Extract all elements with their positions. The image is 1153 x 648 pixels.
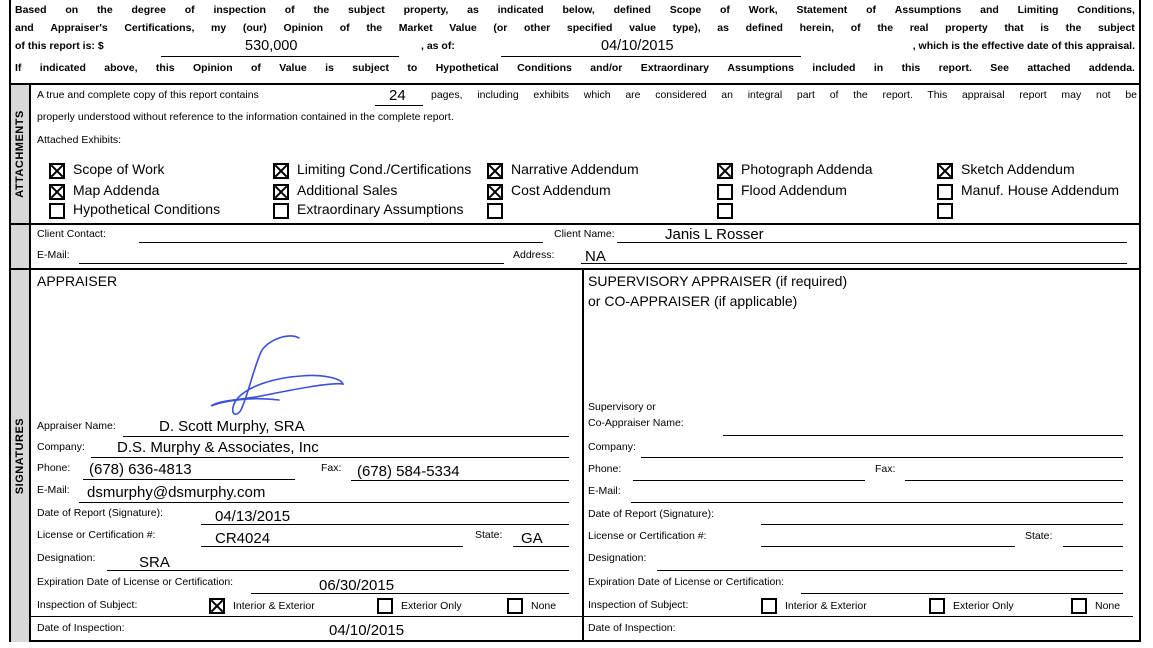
- appraiser-expiration-label: Expiration Date of License or Certification:: [37, 576, 234, 588]
- opinion-word: Hypothetical: [435, 62, 499, 74]
- opinion-word: herein,: [799, 22, 835, 34]
- opinion-word: indicated: [497, 4, 544, 16]
- exhibit-checkbox[interactable]: [937, 163, 953, 179]
- opinion-word: and/or: [590, 62, 623, 74]
- supervisor-inspection-label: Inspection of Subject:: [588, 599, 689, 611]
- supervisor-license-label: License or Certification #:: [588, 530, 707, 542]
- exhibit-checkbox[interactable]: [49, 163, 65, 179]
- opinion-word: specified: [566, 22, 613, 34]
- signatures-side-label: SIGNATURES: [11, 270, 31, 642]
- opinion-word: is: [1040, 22, 1049, 34]
- attachments-line-1b: pages, including exhibits which are considered an integral part of the report. This appraisal report may not be: [431, 89, 1137, 101]
- opinion-word: subject: [1098, 22, 1135, 34]
- inspection-checkbox[interactable]: [761, 598, 777, 614]
- opinion-word: Statement: [796, 4, 848, 16]
- exhibit-label: Map Addenda: [73, 182, 160, 198]
- opinion-word: on: [65, 4, 79, 16]
- opinion-word: Certifications,: [124, 22, 195, 34]
- appraiser-inspection-date: 04/10/2015: [329, 622, 405, 639]
- attachments-line-1: A true and complete copy of this report contains: [37, 89, 259, 101]
- attachments-line-2: properly understood without reference to the information contained in the complete report.: [37, 111, 454, 123]
- opinion-word: and: [15, 22, 34, 34]
- exhibit-checkbox[interactable]: [717, 184, 733, 200]
- opinion-word: that: [1004, 22, 1024, 34]
- opinion-word: and: [980, 4, 999, 16]
- opinion-word: Market: [398, 22, 433, 34]
- value-prefix: of this report is: $: [15, 40, 104, 52]
- page-count: 24: [389, 87, 406, 104]
- exhibit-label: Photograph Addenda: [741, 161, 873, 177]
- opinion-word: of: [184, 4, 195, 16]
- opinion-word: below,: [562, 4, 595, 16]
- inspection-option-label: Interior & Exterior: [785, 600, 867, 612]
- inspection-option-label: None: [531, 600, 557, 612]
- appraiser-designation: SRA: [139, 554, 170, 571]
- exhibit-label: Scope of Work: [73, 161, 165, 177]
- opinion-word: in: [873, 62, 884, 74]
- opinion-word: Appraiser's: [50, 22, 108, 34]
- opinion-word: Value: [449, 22, 477, 34]
- market-value: 530,000: [245, 38, 298, 54]
- opinion-line-4: [15, 62, 1135, 74]
- opinion-word: If: [15, 62, 22, 74]
- exhibit-checkbox[interactable]: [487, 184, 503, 200]
- opinion-word: See: [990, 62, 1009, 74]
- supervisor-designation-label: Designation:: [588, 552, 647, 564]
- exhibit-checkbox[interactable]: [273, 184, 289, 200]
- opinion-word: to: [407, 62, 418, 74]
- as-of-label: , as of:: [421, 40, 455, 52]
- opinion-word: Conditions: [517, 62, 572, 74]
- opinion-word: the: [1065, 22, 1082, 34]
- opinion-word: Extraordinary: [640, 62, 710, 74]
- exhibit-checkbox[interactable]: [937, 184, 953, 200]
- appraiser-state-label: State:: [475, 529, 503, 541]
- inspection-option-label: Interior & Exterior: [233, 600, 315, 612]
- opinion-word: this: [901, 62, 921, 74]
- supervisor-expiration-label: Expiration Date of License or Certification:: [588, 576, 785, 588]
- appraiser-heading: APPRAISER: [37, 273, 118, 289]
- opinion-word: above,: [104, 62, 138, 74]
- opinion-line-3: [15, 40, 1135, 52]
- supervisor-name-label-1: Supervisory or: [588, 401, 656, 413]
- opinion-word: Assumptions: [894, 4, 962, 16]
- opinion-word: attached: [1027, 62, 1071, 74]
- supervisor-heading-1: SUPERVISORY APPRAISER (if required): [588, 273, 848, 289]
- opinion-word: my: [211, 22, 227, 34]
- opinion-word: property,: [403, 4, 449, 16]
- client-contact-label: Client Contact:: [37, 228, 106, 240]
- opinion-word: value: [629, 22, 656, 34]
- appraiser-report-date: 04/13/2015: [215, 508, 291, 525]
- inspection-option-label: Exterior Only: [401, 600, 462, 612]
- inspection-option-label: None: [1095, 600, 1121, 612]
- opinion-word: property: [945, 22, 988, 34]
- opinion-word: Limiting: [1017, 4, 1059, 16]
- appraisal-form: [9, 0, 1141, 642]
- supervisor-state-label: State:: [1025, 530, 1053, 542]
- appraiser-designation-label: Designation:: [37, 552, 96, 564]
- opinion-word: real: [909, 22, 929, 34]
- appraiser-email: dsmurphy@dsmurphy.com: [87, 484, 266, 501]
- opinion-word: of: [339, 22, 350, 34]
- opinion-word: defined: [613, 4, 651, 16]
- exhibit-label: Extraordinary Assumptions: [297, 201, 464, 217]
- opinion-word: the: [313, 4, 330, 16]
- appraiser-company-label: Company:: [37, 441, 85, 453]
- opinion-word: defined: [745, 22, 783, 34]
- opinion-word: indicated: [39, 62, 86, 74]
- effective-date: 04/10/2015: [601, 38, 674, 54]
- opinion-word: as: [467, 4, 479, 16]
- opinion-word: Opinion: [192, 62, 233, 74]
- opinion-word: Based: [15, 4, 47, 16]
- opinion-word: addenda.: [1088, 62, 1135, 74]
- inspection-option-label: Exterior Only: [953, 600, 1014, 612]
- exhibit-checkbox[interactable]: [717, 203, 733, 219]
- appraiser-company: D.S. Murphy & Associates, Inc: [117, 439, 319, 456]
- exhibit-label: Hypothetical Conditions: [73, 201, 221, 217]
- opinion-word: subject: [348, 4, 385, 16]
- exhibit-label: Manuf. House Addendum: [961, 182, 1119, 198]
- appraiser-email-label: E-Mail:: [37, 484, 70, 496]
- opinion-word: Work,: [748, 4, 778, 16]
- inspection-checkbox[interactable]: [929, 598, 945, 614]
- client-name-label: Client Name:: [554, 228, 615, 240]
- opinion-word: type),: [672, 22, 701, 34]
- appraiser-inspection-date-label: Date of Inspection:: [37, 622, 125, 634]
- opinion-word: included: [812, 62, 856, 74]
- opinion-word: as: [717, 22, 729, 34]
- appraiser-phone: (678) 636-4813: [89, 461, 192, 478]
- supervisor-company-label: Company:: [588, 441, 636, 453]
- supervisor-heading-2: or CO-APPRAISER (if applicable): [588, 293, 798, 309]
- exhibit-checkbox[interactable]: [273, 203, 289, 219]
- opinion-word: report.: [938, 62, 972, 74]
- opinion-word: of: [850, 22, 861, 34]
- attachments-side-label: ATTACHMENTS: [11, 85, 31, 223]
- appraiser-signature: [201, 330, 351, 418]
- opinion-line-2: [15, 22, 1135, 34]
- exhibit-label: Additional Sales: [297, 182, 398, 198]
- appraiser-expiration: 06/30/2015: [319, 577, 395, 594]
- appraiser-report-date-label: Date of Report (Signature):: [37, 507, 164, 519]
- exhibit-checkbox[interactable]: [937, 203, 953, 219]
- exhibit-checkbox[interactable]: [487, 203, 503, 219]
- inspection-checkbox[interactable]: [1071, 598, 1087, 614]
- opinion-section: [11, 0, 1139, 85]
- supervisor-report-date-label: Date of Report (Signature):: [588, 508, 715, 520]
- appraiser-license-label: License or Certification #:: [37, 529, 156, 541]
- exhibits-label: Attached Exhibits:: [37, 134, 122, 146]
- appraiser-name: D. Scott Murphy, SRA: [159, 418, 305, 435]
- exhibit-checkbox[interactable]: [49, 184, 65, 200]
- inspection-checkbox[interactable]: [377, 598, 393, 614]
- opinion-word: Assumptions: [727, 62, 794, 74]
- opinion-word: the: [877, 22, 894, 34]
- supervisor-fax-label: Fax:: [875, 463, 896, 475]
- opinion-word: (or: [493, 22, 508, 34]
- exhibit-checkbox[interactable]: [49, 203, 65, 219]
- supervisor-inspection-date-label: Date of Inspection:: [588, 622, 676, 634]
- opinion-word: degree: [131, 4, 166, 16]
- opinion-word: (our): [242, 22, 267, 34]
- appraiser-phone-label: Phone:: [37, 462, 71, 474]
- client-address: NA: [585, 248, 606, 265]
- appraiser-state: GA: [521, 530, 543, 547]
- exhibit-checkbox[interactable]: [717, 163, 733, 179]
- supervisor-phone-label: Phone:: [588, 463, 622, 475]
- opinion-word: is: [325, 62, 334, 74]
- exhibit-label: Cost Addendum: [511, 182, 611, 198]
- appraiser-inspection-label: Inspection of Subject:: [37, 599, 138, 611]
- opinion-word: the: [366, 22, 383, 34]
- opinion-word: Scope: [669, 4, 702, 16]
- opinion-word: subject: [352, 62, 390, 74]
- opinion-word: of: [251, 62, 261, 74]
- attachments-section: [11, 85, 1139, 225]
- exhibit-label: Narrative Addendum: [511, 161, 639, 177]
- opinion-word: of: [284, 4, 295, 16]
- opinion-word: this: [155, 62, 175, 74]
- exhibit-checkbox[interactable]: [273, 163, 289, 179]
- appraiser-name-label: Appraiser Name:: [37, 420, 116, 432]
- opinion-word: inspection: [213, 4, 266, 16]
- client-address-label: Address:: [513, 249, 555, 261]
- inspection-checkbox[interactable]: [209, 598, 225, 614]
- opinion-word: Opinion: [283, 22, 324, 34]
- opinion-word: the: [96, 4, 113, 16]
- opinion-word: Value: [279, 62, 307, 74]
- client-email-label: E-Mail:: [37, 249, 70, 261]
- opinion-word: of: [866, 4, 876, 16]
- exhibit-label: Flood Addendum: [741, 182, 847, 198]
- appraiser-license: CR4024: [215, 530, 271, 547]
- appraiser-fax: (678) 584-5334: [357, 463, 460, 480]
- inspection-checkbox[interactable]: [507, 598, 523, 614]
- opinion-word: Conditions,: [1077, 4, 1135, 16]
- appraiser-fax-label: Fax:: [321, 462, 342, 474]
- opinion-word: other: [524, 22, 551, 34]
- value-suffix: , which is the effective date of this appraisal.: [912, 40, 1135, 52]
- exhibit-label: Limiting Cond./Certifications: [297, 161, 472, 177]
- exhibit-checkbox[interactable]: [487, 163, 503, 179]
- opinion-line-1: [15, 4, 1135, 16]
- supervisor-email-label: E-Mail:: [588, 485, 621, 497]
- client-section: [11, 225, 1139, 270]
- opinion-word: of: [720, 4, 730, 16]
- exhibit-label: Sketch Addendum: [961, 161, 1075, 177]
- client-name: Janis L Rosser: [665, 226, 764, 243]
- signatures-section: [11, 270, 1139, 642]
- supervisor-name-label-2: Co-Appraiser Name:: [588, 417, 684, 429]
